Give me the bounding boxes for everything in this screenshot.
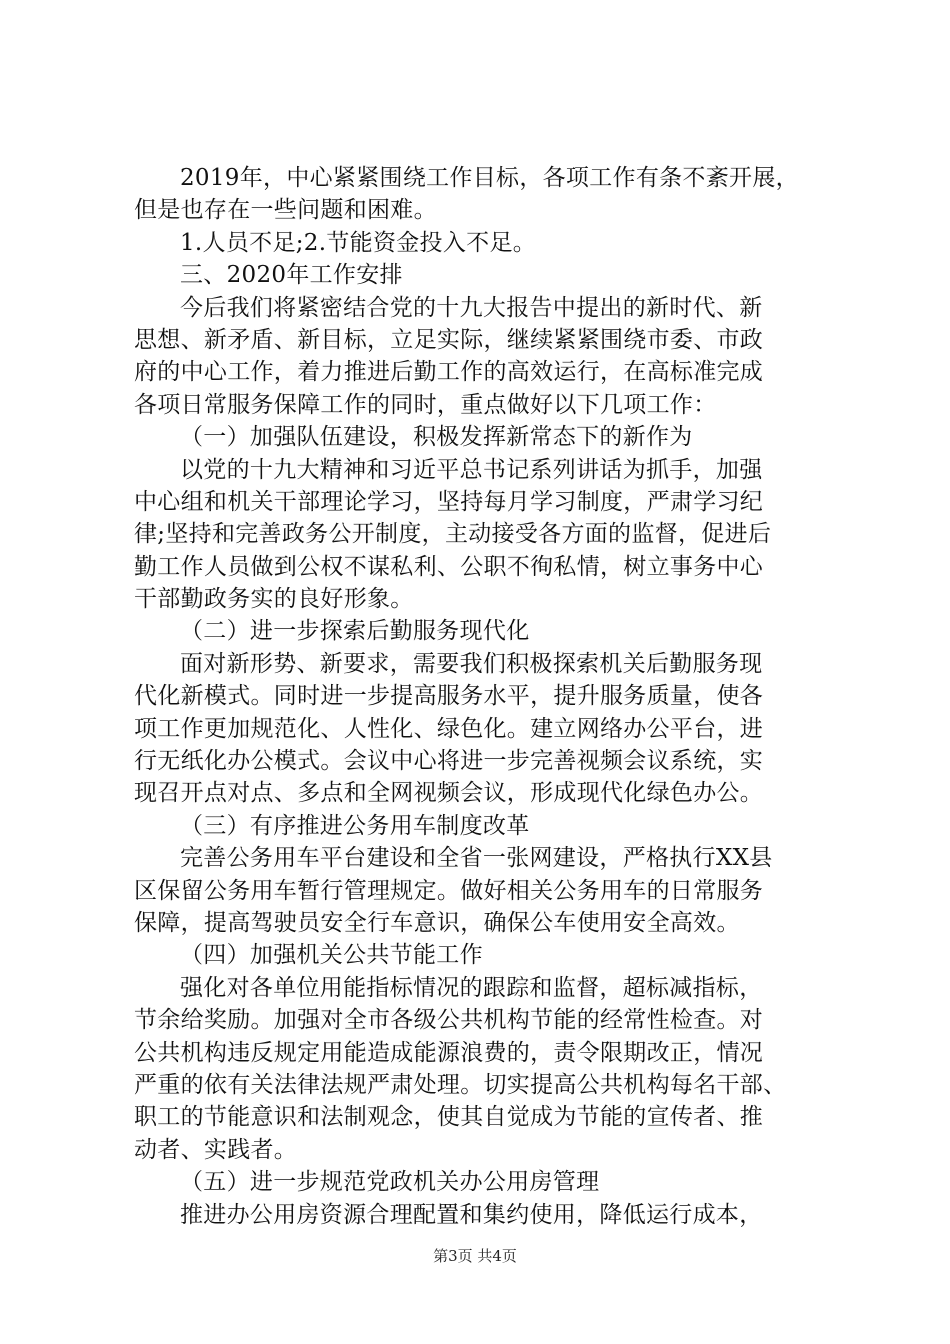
text-line: 职工的节能意识和法制观念，使其自觉成为节能的宣传者、推 [134,1104,764,1131]
body-paragraph [134,162,834,227]
text-line: 严重的依有关法律法规严肃处理。切实提高公共机构每名干部、 [134,1071,787,1098]
text-line: 以党的十九大精神和习近平总书记系列讲话为抓手，加强 [180,456,763,483]
text-line: （三）有序推进公务用车制度改革 [180,812,530,839]
document-body [134,162,834,1231]
text-line: 推进办公用房资源合理配置和集约使用，降低运行成本， [180,1201,763,1228]
section-heading [134,1166,834,1198]
body-paragraph [134,227,834,259]
text-line: 现召开点对点、多点和全网视频会议，形成现代化绿色办公。 [134,780,764,807]
text-line: 思想、新矛盾、新目标，立足实际，继续紧紧围绕市委、市政 [134,326,764,353]
body-paragraph [134,842,834,939]
text-line: 1.人员不足;2.节能资金投入不足。 [180,229,537,256]
text-line: （五）进一步规范党政机关办公用房管理 [180,1169,600,1196]
page-footer: 第3页 共4页 [433,1247,517,1265]
section-heading [134,939,834,971]
text-line: 中心组和机关干部理论学习，坚持每月学习制度，严肃学习纪 [134,488,764,515]
section-heading [134,810,834,842]
body-paragraph [134,1199,834,1231]
section-heading [134,615,834,647]
text-line: 面对新形势、新要求，需要我们积极探索机关后勤服务现 [180,650,763,677]
text-line: 律;坚持和完善政务公开制度，主动接受各方面的监督，促进后 [134,521,772,548]
text-line: 今后我们将紧密结合党的十九大报告中提出的新时代、新 [180,294,763,321]
text-line: 项工作更加规范化、人性化、绿色化。建立网络办公平台，进 [134,715,764,742]
text-line: 公共机构违反规定用能造成能源浪费的，责令限期改正，情况 [134,1039,764,1066]
text-line: 强化对各单位用能指标情况的跟踪和监督，超标减指标， [180,974,763,1001]
text-line: 各项日常服务保障工作的同时，重点做好以下几项工作： [134,391,717,418]
section-heading [134,259,834,291]
text-line: （二）进一步探索后勤服务现代化 [180,618,530,645]
text-line: 干部勤政务实的良好形象。 [134,586,414,613]
text-line: 勤工作人员做到公权不谋私利、公职不徇私情，树立事务中心 [134,553,764,580]
body-paragraph [134,648,834,810]
text-line: 府的中心工作，着力推进后勤工作的高效运行，在高标准完成 [134,359,764,386]
text-line: 动者、实践者。 [134,1136,298,1163]
body-paragraph [134,292,834,422]
text-line: 三、2020年工作安排 [180,262,403,289]
text-line: 2019年，中心紧紧围绕工作目标，各项工作有条不紊开展， [180,165,799,191]
text-line: 行无纸化办公模式。会议中心将进一步完善视频会议系统，实 [134,748,764,775]
text-line: 但是也存在一些问题和困难。 [134,197,437,224]
text-line: 保障，提高驾驶员安全行车意识，确保公车使用安全高效。 [134,909,740,936]
text-line: 代化新模式。同时进一步提高服务水平，提升服务质量，使各 [134,683,764,710]
body-paragraph [134,972,834,1166]
text-line: 区保留公务用车暂行管理规定。做好相关公务用车的日常服务 [134,877,764,904]
text-line: 节余给奖励。加强对全市各级公共机构节能的经常性检查。对 [134,1007,764,1034]
text-line: 完善公务用车平台建设和全省一张网建设，严格执行XX县 [180,845,773,872]
text-line: （四）加强机关公共节能工作 [180,942,483,969]
text-line: （一）加强队伍建设，积极发挥新常态下的新作为 [180,424,693,451]
section-heading [134,421,834,453]
body-paragraph [134,454,834,616]
